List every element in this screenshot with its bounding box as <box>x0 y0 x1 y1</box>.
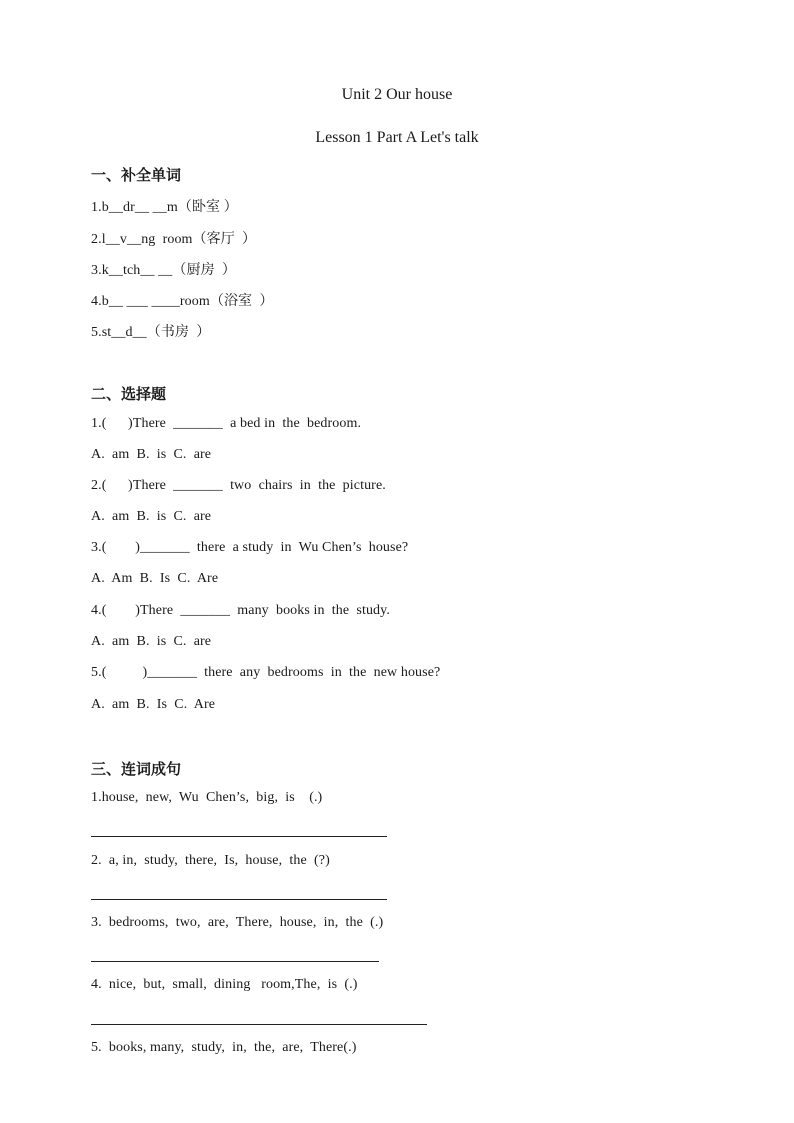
section-heading-fill-words: 一、补全单词 <box>91 166 182 184</box>
sentence-item: 4. nice, but, small, dining room,The, is (.) <box>91 977 358 992</box>
choice-options: A. am B. is C. are <box>91 447 212 462</box>
choice-options: A. am B. is C. are <box>91 509 212 524</box>
choice-question: 1.( )There _______ a bed in the bedroom. <box>91 416 362 431</box>
sentence-item: 3. bedrooms, two, are, There, house, in, the (.) <box>91 915 384 930</box>
unit-title: Unit 2 Our house <box>341 86 453 103</box>
choice-question: 5.( )_______ there any bedrooms in the new house? <box>91 665 441 680</box>
fill-word-item: 5.st__d__（书房 ） <box>91 325 211 340</box>
sentence-item: 1.house, new, Wu Chen’s, big, is (.) <box>91 790 323 805</box>
sentence-item: 5. books, many, study, in, the, are, There(.) <box>91 1040 357 1055</box>
choice-options: A. am B. is C. are <box>91 634 212 649</box>
section-heading-sentence-building: 三、连词成句 <box>91 760 182 778</box>
fill-word-item: 4.b__ ___ ____room（浴室 ） <box>91 294 274 309</box>
answer-line[interactable] <box>91 1024 427 1025</box>
answer-line[interactable] <box>91 961 379 962</box>
lesson-title: Lesson 1 Part A Let's talk <box>315 129 479 146</box>
choice-options: A. am B. Is C. Are <box>91 697 216 712</box>
choice-question: 3.( )_______ there a study in Wu Chen’s house? <box>91 540 409 555</box>
answer-line[interactable] <box>91 899 387 900</box>
choice-question: 2.( )There _______ two chairs in the picture. <box>91 478 386 493</box>
choice-question: 4.( )There _______ many books in the study. <box>91 603 390 618</box>
answer-line[interactable] <box>91 836 387 837</box>
fill-word-item: 2.l__v__ng room（客厅 ） <box>91 232 257 247</box>
section-heading-multiple-choice: 二、选择题 <box>91 385 167 403</box>
fill-word-item: 1.b__dr__ __m（卧室 ） <box>91 200 238 215</box>
fill-word-item: 3.k__tch__ __（厨房 ） <box>91 263 237 278</box>
sentence-item: 2. a, in, study, there, Is, house, the (?) <box>91 853 330 868</box>
choice-options: A. Am B. Is C. Are <box>91 571 219 586</box>
